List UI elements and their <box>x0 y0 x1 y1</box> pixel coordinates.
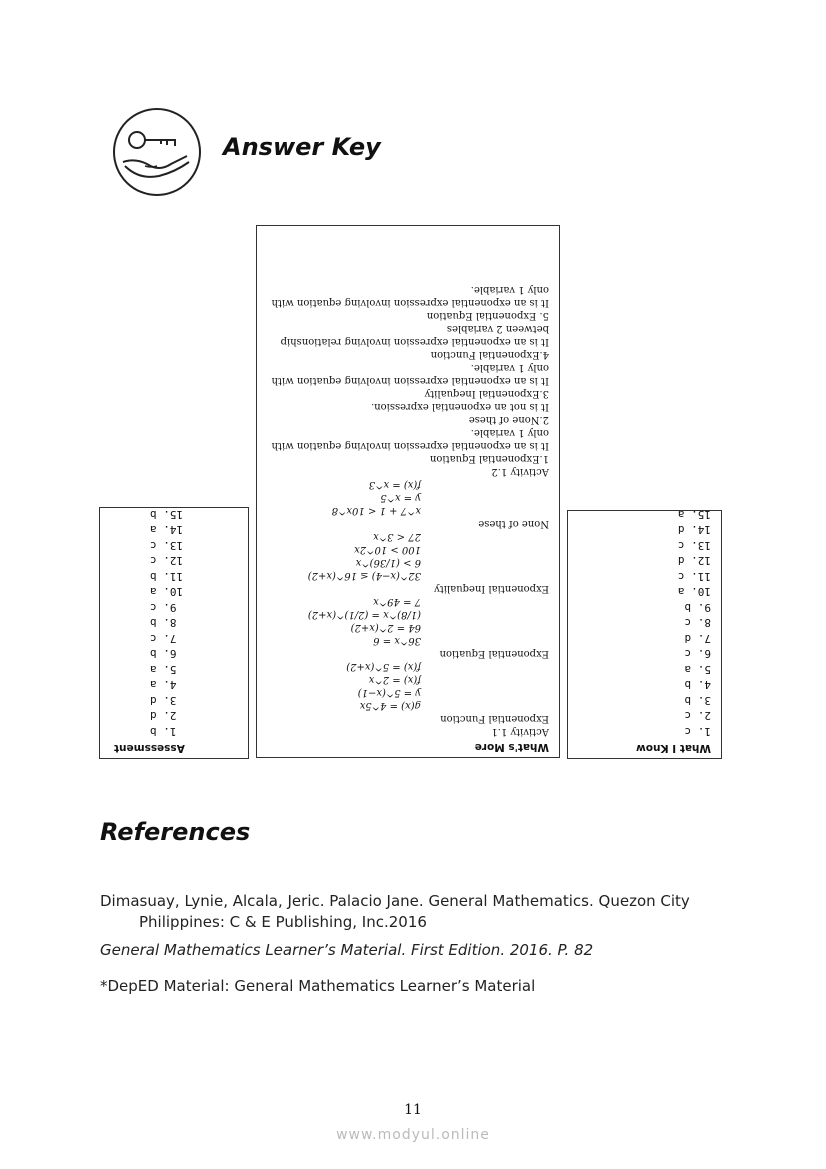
answer-row: f(x) = x^3 <box>368 479 421 490</box>
answer-row: f(x) = 2^x <box>368 674 421 685</box>
answer-row: between 2 variables <box>446 323 549 334</box>
answer-row: 12. c <box>150 554 184 568</box>
answer-row: 5. Exponential Equation <box>426 310 549 321</box>
answer-row: 2. d <box>150 709 177 723</box>
answer-row: 4. b <box>684 678 711 692</box>
answer-row: 36^x = 6 <box>373 635 421 646</box>
answer-row: 9. c <box>150 601 177 614</box>
answer-row: 100 > 10^2x <box>354 544 421 555</box>
answer-row: 13. c <box>150 539 184 552</box>
answer-row: 14. a <box>150 523 184 537</box>
answer-row: x^7 + 1 < 10x^8 <box>331 505 421 516</box>
answer-row: 14. d <box>677 523 711 537</box>
answer-row: 1.Exponential Equation <box>429 453 549 464</box>
answer-row: 15. a <box>677 508 711 521</box>
answer-row: 13. c <box>677 539 711 552</box>
answer-row: 8. b <box>150 616 177 630</box>
answer-row: 3.Exponential Inequality <box>424 388 549 399</box>
answer-row: y = 5^(x−1) <box>357 687 421 698</box>
what-i-know-box <box>567 510 722 759</box>
answer-row: 32^(x−4) ≤ 16^(x+2) <box>307 570 421 581</box>
answer-row: It is an exponential expression involving equation with <box>271 297 549 308</box>
answer-key-logo <box>113 108 201 196</box>
answer-row: f(x) = 5^(x+2) <box>346 661 421 672</box>
answer-row: 10. a <box>150 585 184 599</box>
reference-2 <box>100 940 740 961</box>
answer-row: Exponential Function <box>440 713 549 724</box>
answer-row: 1. b <box>150 725 177 738</box>
answer-row: 7. c <box>150 632 177 645</box>
assessment-heading: Assessment <box>114 742 185 754</box>
answer-row: 1. c <box>684 725 711 738</box>
answer-row: It is an exponential expression involving relationship <box>280 336 549 347</box>
answer-row: None of these <box>478 518 549 529</box>
answer-row: only 1 variable. <box>470 284 549 295</box>
answer-row: 6. c <box>684 647 711 661</box>
whats-more-box <box>256 225 560 758</box>
answer-row: Activity 1.1 <box>491 726 549 737</box>
answer-row: 3. b <box>684 694 711 707</box>
reference-1 <box>100 891 740 933</box>
reference-text: Dimasuay, Lynie, Alcala, Jeric. Palacio Jane. General Mathematics. Quezon City <box>100 892 690 910</box>
whats-more-heading: What's More <box>474 741 549 753</box>
answer-row: 2.None of these <box>468 414 549 425</box>
answer-row: 6. b <box>150 647 177 661</box>
answer-row: 4. a <box>150 678 177 692</box>
answer-row: It is an exponential expression involving equation with <box>271 375 549 386</box>
reference-3 <box>100 976 740 997</box>
answer-row: Exponential Equation <box>439 648 549 659</box>
answer-row: 3. d <box>150 694 177 707</box>
assessment-box <box>99 507 249 759</box>
answer-row: 5. a <box>684 663 711 676</box>
answer-row: 5. a <box>150 663 177 676</box>
what-i-know-heading: What I Know <box>636 742 711 754</box>
answer-row: 64 = 2^(x+2) <box>350 622 421 633</box>
answer-row: 7. d <box>684 632 711 645</box>
answer-row: only 1 variable. <box>470 427 549 438</box>
answer-row: 10. a <box>677 585 711 599</box>
answer-row: Activity 1.2 <box>491 466 549 477</box>
page-title: Answer Key <box>223 133 381 161</box>
answer-row: y = x^5 <box>380 492 421 503</box>
references-title: References <box>100 818 251 846</box>
answer-row: 8. c <box>684 616 711 630</box>
reference-text-cont: Philippines: C & E Publishing, Inc.2016 <box>139 913 427 931</box>
answer-row: 27 < 3^x <box>373 531 421 542</box>
answer-row: 11. b <box>150 570 184 583</box>
reference-text: *DepED Material: General Mathematics Learner’s Material <box>100 977 536 995</box>
answer-row: 7 = 49^x <box>373 596 421 607</box>
answer-row: It is not an exponential expression. <box>371 401 549 412</box>
page-number: 11 <box>404 1102 422 1118</box>
answer-row: 9. b <box>684 601 711 614</box>
answer-row: It is an exponential expression involving equation with <box>271 440 549 451</box>
answer-row: (1/8)^x = (2/1)^(x+2) <box>307 609 421 620</box>
answer-row: g(x) = 4^5x <box>359 700 421 711</box>
answer-row: 6 > (1/36)^x <box>355 557 421 568</box>
watermark: www.modyul.online <box>336 1127 490 1143</box>
answer-row: only 1 variable. <box>470 362 549 373</box>
key-hand-icon <box>115 110 199 194</box>
answer-row: 2. c <box>684 709 711 723</box>
answer-row: 15. b <box>150 508 184 521</box>
answer-row: 12. d <box>677 554 711 568</box>
answer-row: Exponential Inequality <box>434 583 549 594</box>
reference-text: General Mathematics Learner’s Material. First Edition. 2016. P. 82 <box>100 941 594 959</box>
answer-row: 11. c <box>677 570 711 583</box>
answer-row: 4.Exponential Function <box>430 349 549 360</box>
